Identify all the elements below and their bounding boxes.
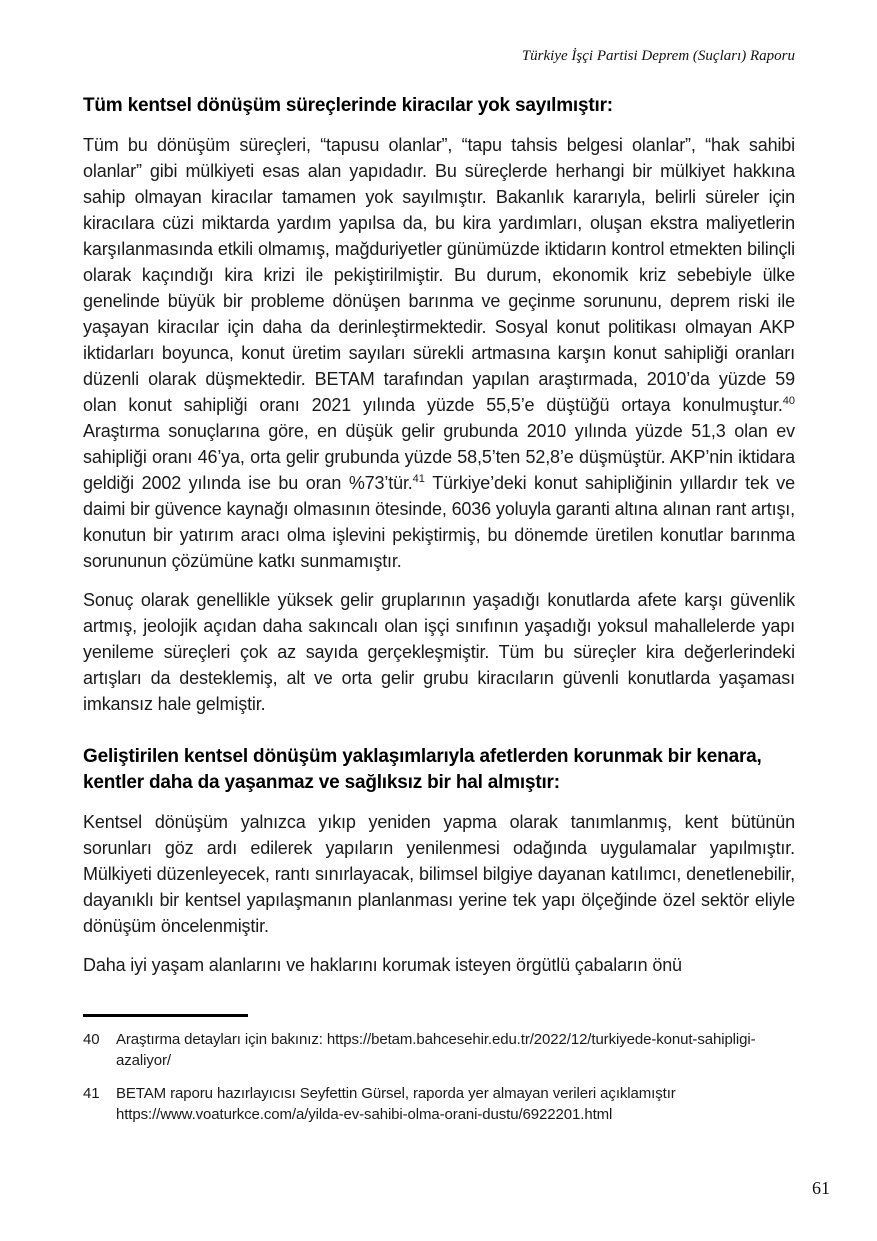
footnote-number: 40 bbox=[83, 1031, 100, 1048]
paragraph-2: Sonuç olarak genellikle yüksek gelir gruplarının yaşadığı konutlarda afete karşı güvenlik artmış, jeolojik açıdan daha sakıncalı olan işçi sınıfının yaşadığı yoksul mahallelerde yapı yenileme süreçleri çok az sayıda gerçekleşmiştir. Tüm bu süreçler kira değerlerindeki artışları da desteklemiş, alt ve orta gelir grubu kiracıların güvenli konutlarda yaşaması imkansız hale gelmiştir. bbox=[83, 590, 795, 714]
paragraph-1-text-a: Tüm bu dönüşüm süreçleri, “tapusu olanlar”, “tapu tahsis belgesi olanlar”, “hak sahibi olanlar” gibi mülkiyeti esas alan yapıdadır. Bu süreçlerde herhangi bir mülkiyet hakkına sahip olmayan kiracılar tamamen yok sayılmıştır. Bakanlık kararıyla, belirli süreler için kiracılara cüzi miktarda yardım yapılsa da, bu kira yardımları, oluşan ekstra maliyetlerin karşılanmasında etkili olmamış, mağduriyetler günümüzde iktidarın kontrol etmekten bilinçli olarak kaçındığı kira krizi ile pekiştirilmiştir. Bu durum, ekonomik kriz sebebiyle ülke genelinde büyük bir probleme dönüşen barınma ve geçinme sorununu, deprem riski ile yaşayan kiracılar için daha da derinleştirmektedir. Sosyal konut politikası olmayan AKP iktidarları boyunca, konut üretim sayıları sürekli artmasına karşın konut sahipliği oranları düzenli olarak düşmektedir. BETAM tarafından yapılan araştırmada, 2010’da yüzde 59 olan konut sahipliği oranı 2021 yılında yüzde 55,5’e düştüğü ortaya konulmuştur. bbox=[83, 135, 795, 415]
footnote-ref-41[interactable]: 41 bbox=[412, 473, 425, 485]
paragraph-1-text-b: Araştırma sonuçlarına göre, en düşük gelir grubunda 2010 yılında yüzde 51,3 olan ev sahipliği oranı 46’ya, orta gelir grubunda yüzde 58,5’ten 52,8’e düşmüştür. AKP’nin iktidara geldiği 2002 yılında ise bu oran %73’tür. bbox=[83, 421, 795, 493]
footnote-separator bbox=[83, 1014, 248, 1017]
footnote-ref-40[interactable]: 40 bbox=[782, 395, 795, 407]
running-header: Türkiye İşçi Partisi Deprem (Suçları) Raporu bbox=[521, 48, 795, 64]
footnote-40 bbox=[83, 1029, 795, 1071]
footnote-text: BETAM raporu hazırlayıcısı Seyfettin Gürsel, raporda yer almayan verileri açıklamıştır bbox=[116, 1085, 676, 1102]
footnote-41 bbox=[83, 1083, 795, 1125]
footnote-number: 41 bbox=[83, 1085, 100, 1102]
page-number: 61 bbox=[812, 1178, 830, 1198]
footnote-link[interactable]: https://betam.bahcesehir.edu.tr/2022/12/turkiyede-konut-sahipligi-azaliyor/ bbox=[116, 1031, 756, 1069]
footnote-text: Araştırma detayları için bakınız: bbox=[116, 1031, 327, 1048]
paragraph-1-text-c: Türkiye’deki konut sahipliğinin yıllardır tek ve daimi bir güvence kaynağı olmasının ötesinde, 6036 yoluyla garanti altına alınan rant artışı, konutun bir yatırım aracı olma işlevini pekiştirmiş, bu dönemde üretilen konutlar barınma sorununun çözümüne katkı sunmamıştır. bbox=[83, 473, 795, 571]
paragraph-4: Daha iyi yaşam alanlarını ve haklarını korumak isteyen örgütlü çabaların önü bbox=[83, 955, 682, 975]
footnote-body bbox=[116, 1029, 795, 1071]
footnote-area bbox=[83, 1014, 795, 1125]
paragraph-1 bbox=[83, 132, 795, 574]
footnote-body bbox=[116, 1083, 795, 1125]
section-heading-urban-transformation: Geliştirilen kentsel dönüşüm yaklaşımlarıyla afetlerden korunmak bir kenara, kentler daha da yaşanmaz ve sağlıksız bir hal almıştır: bbox=[83, 746, 762, 793]
section-heading-tenants-ignored: Tüm kentsel dönüşüm süreçlerinde kiracılar yok sayılmıştır: bbox=[83, 95, 613, 116]
paragraph-3: Kentsel dönüşüm yalnızca yıkıp yeniden yapma olarak tanımlanmış, kent bütünün sorunları göz ardı edilerek yapıların yenilenmesi odağında uygulamalar yapılmıştır. Mülkiyeti düzenleyecek, rantı sınırlayacak, bilimsel bilgiye dayanan katılımcı, denetlenebilir, dayanıklı bir kentsel yapılaşmanın planlanması yerine tek yapı ölçeğinde özel sektör eliyle dönüşüm öncelenmiştir. bbox=[83, 812, 795, 936]
footnote-link[interactable]: https://www.voaturkce.com/a/yilda-ev-sahibi-olma-orani-dustu/6922201.html bbox=[116, 1106, 613, 1123]
